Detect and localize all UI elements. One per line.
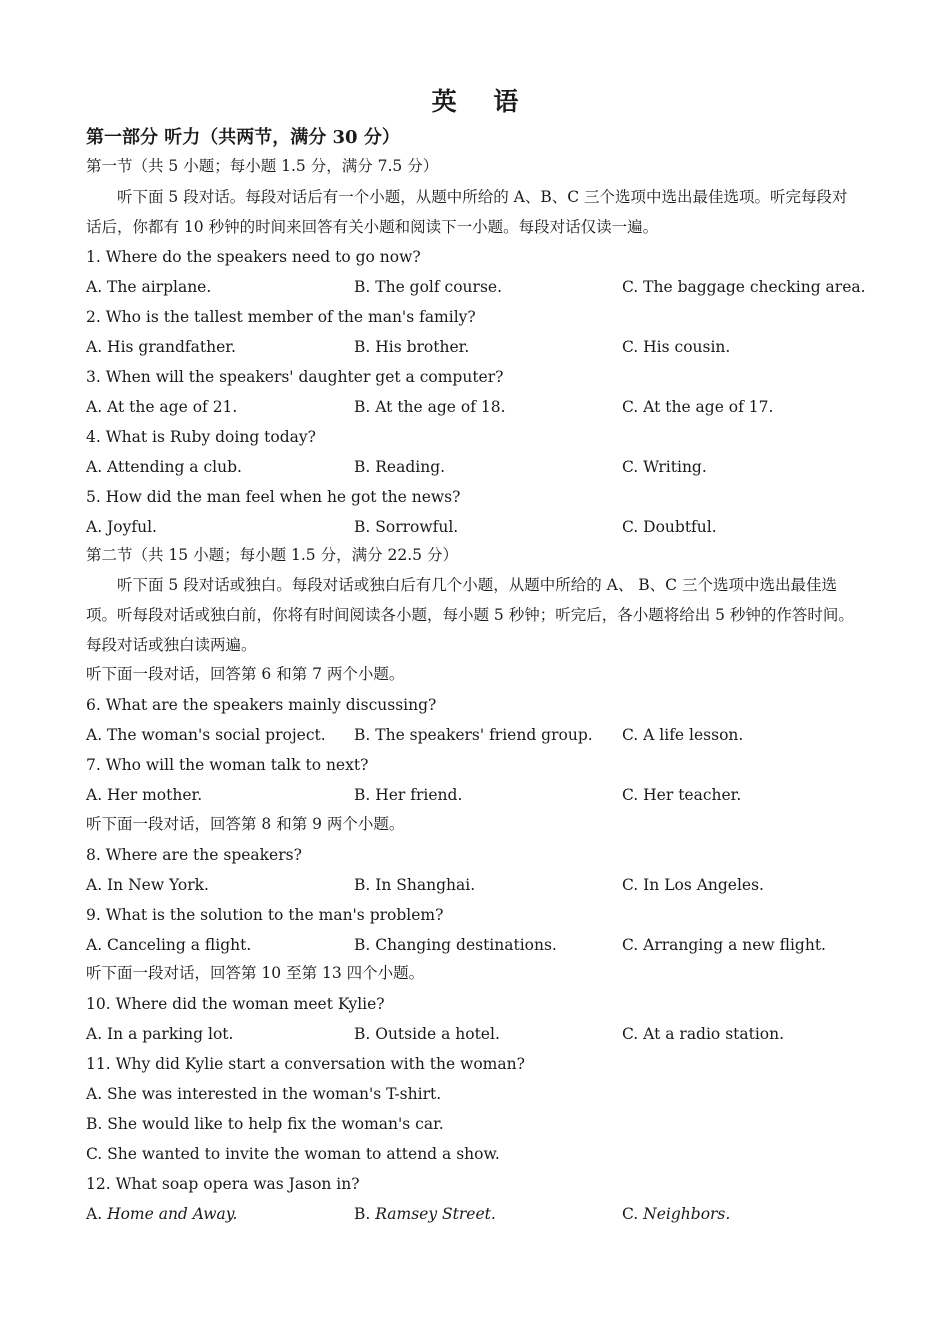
option-7c: C. Her teacher. <box>622 786 742 804</box>
options-12 <box>86 1203 866 1225</box>
option-6a: A. The woman's social project. <box>86 726 326 744</box>
section1-instruction: 听下面 5 段对话。每段对话后有一个小题，从题中所给的 A、B、C 三个选项中选出最佳选项。听完每段对话后，你都有 10 秒钟的时间来回答有关小题和阅读下一小题。每段对话仅读一遍。 <box>86 188 848 236</box>
option-12b-title: Ramsey Street. <box>375 1205 496 1223</box>
options-6 <box>86 724 866 746</box>
option-5b: B. Sorrowful. <box>354 518 459 536</box>
question-1: 1. Where do the speakers need to go now? <box>86 248 421 266</box>
option-12a-title: Home and Away. <box>107 1205 238 1223</box>
question-10: 10. Where did the woman meet Kylie? <box>86 995 385 1013</box>
question-11: 11. Why did Kylie start a conversation with the woman? <box>86 1055 525 1073</box>
option-12c <box>622 1203 730 1225</box>
dialog-intro-10-13: 听下面一段对话，回答第 10 至第 13 四个小题。 <box>86 964 425 982</box>
section1-heading: 第一节（共 5 小题；每小题 1.5 分，满分 7.5 分） <box>86 157 439 175</box>
option-12b-letter: B. <box>354 1205 376 1223</box>
option-8b: B. In Shanghai. <box>354 876 476 894</box>
options-2 <box>86 336 866 358</box>
options-9 <box>86 934 866 956</box>
option-11b: B. She would like to help fix the woman's car. <box>86 1115 444 1133</box>
options-7 <box>86 784 866 806</box>
option-4b: B. Reading. <box>354 458 446 476</box>
option-9b: B. Changing destinations. <box>354 936 557 954</box>
option-5a: A. Joyful. <box>86 518 157 536</box>
option-12a-letter: A. <box>86 1205 108 1223</box>
question-9: 9. What is the solution to the man's problem? <box>86 906 444 924</box>
option-3c: C. At the age of 17. <box>622 398 774 416</box>
option-10b: B. Outside a hotel. <box>354 1025 500 1043</box>
option-10a: A. In a parking lot. <box>86 1025 234 1043</box>
question-7: 7. Who will the woman talk to next? <box>86 756 369 774</box>
option-8c: C. In Los Angeles. <box>622 876 764 894</box>
options-4 <box>86 456 866 478</box>
option-1c: C. The baggage checking area. <box>622 278 866 296</box>
option-10c: C. At a radio station. <box>622 1025 785 1043</box>
option-1a: A. The airplane. <box>86 278 212 296</box>
option-5c: C. Doubtful. <box>622 518 717 536</box>
option-1b: B. The golf course. <box>354 278 502 296</box>
option-7b: B. Her friend. <box>354 786 463 804</box>
option-12b <box>354 1203 496 1225</box>
option-3a: A. At the age of 21. <box>86 398 238 416</box>
options-3 <box>86 396 866 418</box>
option-3b: B. At the age of 18. <box>354 398 506 416</box>
option-11c: C. She wanted to invite the woman to attend a show. <box>86 1145 500 1163</box>
dialog-intro-8-9: 听下面一段对话，回答第 8 和第 9 两个小题。 <box>86 815 405 833</box>
question-5: 5. How did the man feel when he got the news? <box>86 488 461 506</box>
question-12: 12. What soap opera was Jason in? <box>86 1175 360 1193</box>
option-8a: A. In New York. <box>86 876 209 894</box>
question-8: 8. Where are the speakers? <box>86 846 302 864</box>
option-9c: C. Arranging a new flight. <box>622 936 826 954</box>
options-5 <box>86 516 866 538</box>
option-6c: C. A life lesson. <box>622 726 744 744</box>
part1-heading: 第一部分 听力（共两节，满分 30 分） <box>86 127 400 148</box>
question-3: 3. When will the speakers' daughter get a computer? <box>86 368 504 386</box>
option-4c: C. Writing. <box>622 458 707 476</box>
option-6b: B. The speakers' friend group. <box>354 726 593 744</box>
section2-instruction: 听下面 5 段对话或独白。每段对话或独白后有几个小题，从题中所给的 A、 B、C 三个选项中选出最佳选项。听每段对话或独白前，你将有时间阅读各小题，每小题 5 秒钟；听完后，各小题将给出 5 秒钟的作答时间。每段对话或独白读两遍。 <box>86 576 854 654</box>
option-2a: A. His grandfather. <box>86 338 236 356</box>
options-1 <box>86 276 866 298</box>
question-2: 2. Who is the tallest member of the man's family? <box>86 308 476 326</box>
section2-heading: 第二节（共 15 小题；每小题 1.5 分，满分 22.5 分） <box>86 546 458 564</box>
option-7a: A. Her mother. <box>86 786 203 804</box>
option-9a: A. Canceling a flight. <box>86 936 252 954</box>
options-8 <box>86 874 866 896</box>
option-2c: C. His cousin. <box>622 338 731 356</box>
option-2b: B. His brother. <box>354 338 470 356</box>
option-4a: A. Attending a club. <box>86 458 242 476</box>
option-12c-letter: C. <box>622 1205 644 1223</box>
question-4: 4. What is Ruby doing today? <box>86 428 316 446</box>
dialog-intro-6-7: 听下面一段对话，回答第 6 和第 7 两个小题。 <box>86 665 405 683</box>
option-12c-title: Neighbors. <box>643 1205 731 1223</box>
page-title: 英 语 <box>431 87 533 116</box>
options-10 <box>86 1023 866 1045</box>
option-11a: A. She was interested in the woman's T-shirt. <box>86 1085 442 1103</box>
question-6: 6. What are the speakers mainly discussing? <box>86 696 437 714</box>
option-12a <box>86 1203 237 1225</box>
